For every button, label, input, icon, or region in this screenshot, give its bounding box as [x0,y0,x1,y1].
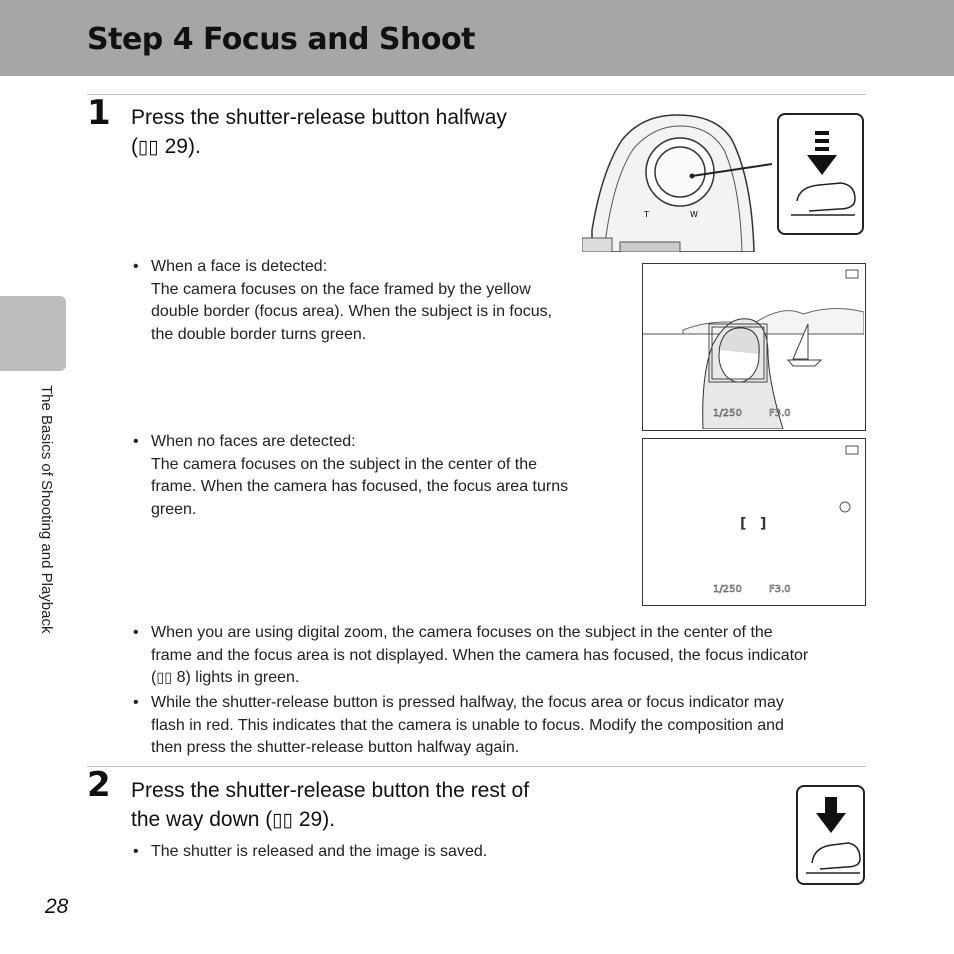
face-aperture: F3.0 [769,408,791,419]
monitor-face-screen [642,263,866,431]
step1-title-line2: (▯▯ 29). [131,132,507,162]
bullet-shutter-released: • The shutter is released and the image is saved. [133,843,488,860]
step1-title-line1: Press the shutter-release button halfway [131,106,507,129]
focus-bracket-right: ] [760,516,767,532]
chapter-label: The Basics of Shooting and Playback [38,385,55,634]
page-number: 28 [45,895,69,918]
step2-title [131,776,529,835]
noface-shutter-speed: 1/250 [713,584,742,595]
wide-label: W [690,210,698,219]
book-reference-icon: ▯▯ [156,670,173,686]
full-press-icon [796,785,865,885]
monitor-noface-screen [642,438,866,606]
step1-number: 1 [87,93,111,133]
focus-bracket-left: [ [740,516,747,532]
chapter-tab [0,296,66,371]
step2-title-line2: the way down (▯▯ 29). [131,805,529,835]
camera-shutter-illustration [582,110,772,252]
step2-divider [87,766,866,767]
noface-aperture: F3.0 [769,584,791,595]
step1-divider [87,94,866,95]
step2-number: 2 [87,765,111,805]
book-reference-icon: ▯▯ [272,809,294,831]
book-reference-icon: ▯▯ [138,136,159,158]
page-header [0,0,954,76]
bullet-digital-zoom: • When you are using digital zoom, the camera focuses on the subject in the center of the frame and the focus area is not displayed. When the camera has focused, the focus indicator (▯▯ 8) lights in green. [151,622,871,690]
bullet-no-faces: • When no faces are detected: The camera focuses on the subject in the center of the frame. When the camera has focused, the focus area turns green. [133,433,569,518]
page-title: Step 4 Focus and Shoot [87,22,475,57]
step2-title-line1: Press the shutter-release button the rest of [131,779,530,802]
bullet-flash-red: • While the shutter-release button is pressed halfway, the focus area or focus indicator may flash in red. This indicates that the camera is unable to focus. Modify the composition and then press the shutter-release button halfway again. [133,694,784,756]
face-shutter-speed: 1/250 [713,408,742,419]
step1-title [131,103,507,162]
bullet-face-detected: • When a face is detected: The camera focuses on the face framed by the yellow double border (focus area). When the subject is in focus, the double border turns green. [133,258,553,343]
tele-label: T [644,210,649,219]
half-press-icon [777,113,864,235]
